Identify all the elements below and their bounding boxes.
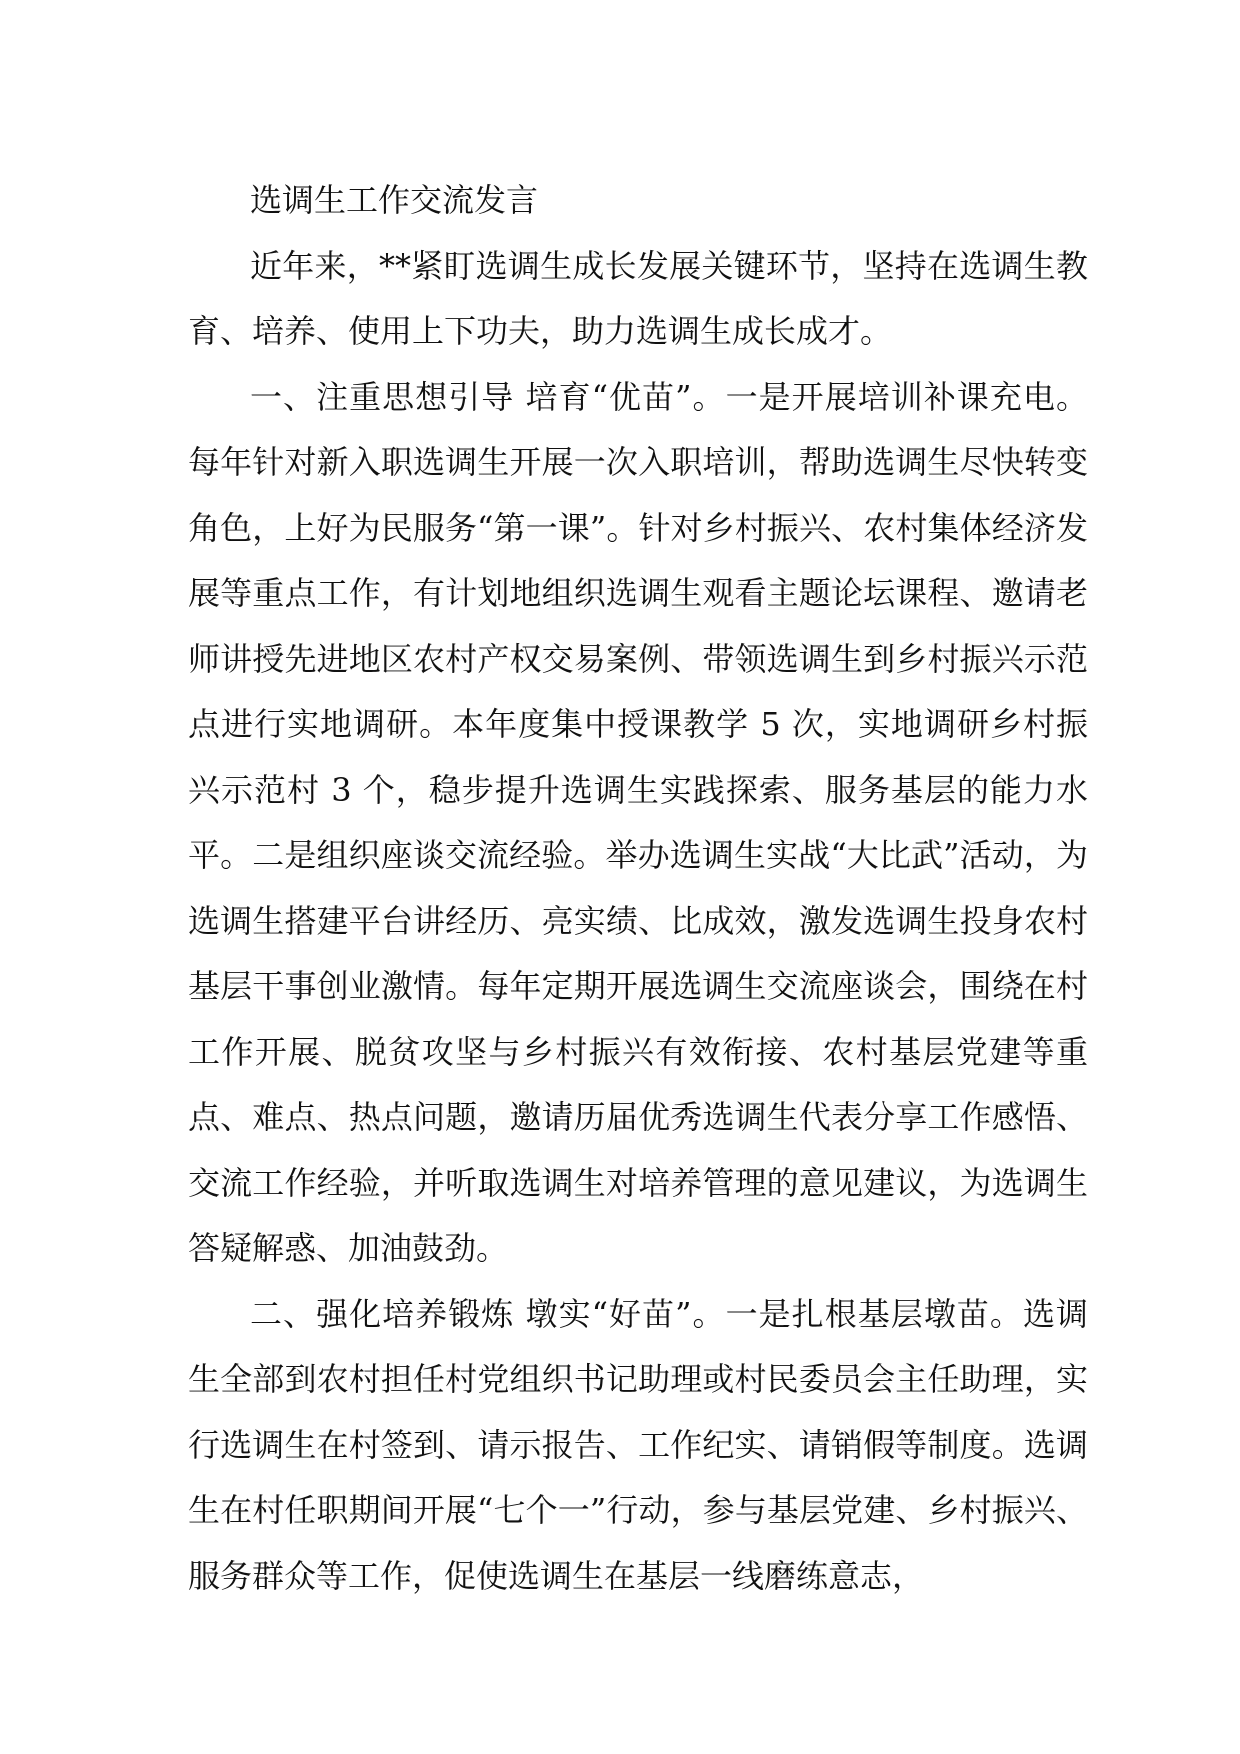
paragraph-section-two: 二、强化培养锻炼 墩实“好苗”。一是扎根基层墩苗。选调生全部到农村担任村党组织书记助理或村民委员会主任助理，实行选调生在村签到、请示报告、工作纪实、请销假等制度。选调生在村任职期间开展“七个一”行动，参与基层党建、乡村振兴、服务群众等工作，促使选调生在基层一线磨练意志，	[188, 1294, 1088, 1595]
paragraph-section-one: 一、注重思想引导 培育“优苗”。一是开展培训补课充电。每年针对新入职选调生开展一次入职培训，帮助选调生尽快转变角色，上好为民服务“第一课”。针对乡村振兴、农村集体经济发展等重点工作，有计划地组织选调生观看主题论坛课程、邀请老师讲授先进地区农村产权交易案例、带领选调生到乡村振兴示范点进行实地调研。本年度集中授课教学 5 次，实地调研乡村振兴示范村 3 个，稳步提升选调生实践探索、服务基层的能力水平。二是组织座谈交流经验。举办选调生实战“大比武”活动，为选调生搭建平台讲经历、亮实绩、比成效，激发选调生投身农村基层干事创业激情。每年定期开展选调生交流座谈会，围绕在村工作开展、脱贫攻坚与乡村振兴有效衔接、农村基层党建等重点、难点、热点问题，邀请历届优秀选调生代表分享工作感悟、交流工作经验，并听取选调生对培养管理的意见建议，为选调生答疑解惑、加油鼓劲。	[188, 377, 1088, 1267]
paragraph-intro: 近年来，**紧盯选调生成长发展关键环节，坚持在选调生教育、培养、使用上下功夫，助力选调生成长成才。	[188, 246, 1088, 350]
document-body	[188, 168, 1088, 1609]
document-title: 选调生工作交流发言	[250, 181, 539, 219]
